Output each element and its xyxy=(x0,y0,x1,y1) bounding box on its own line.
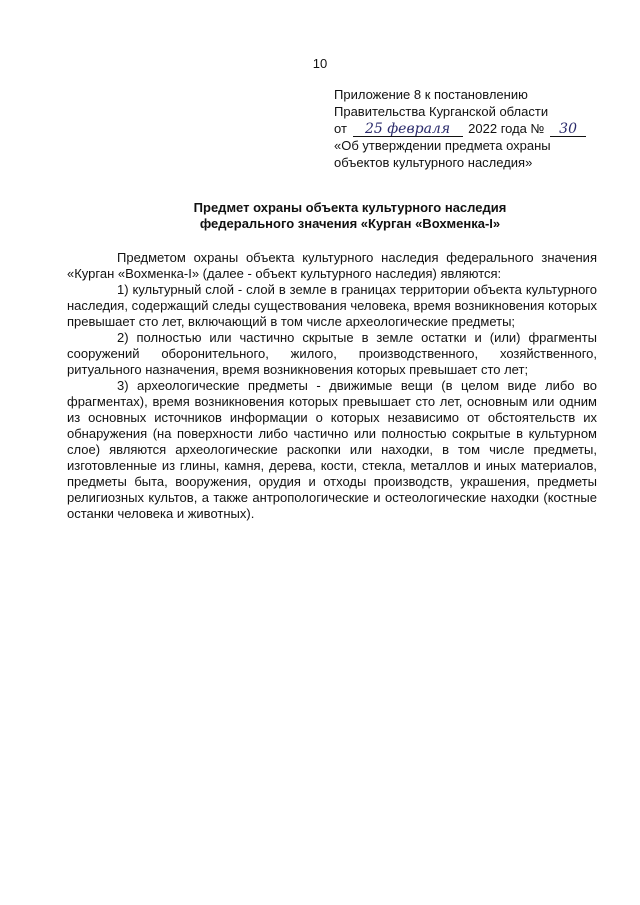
appendix-line-2: Правительства Курганской области xyxy=(334,104,549,119)
appendix-line-5: объектов культурного наследия» xyxy=(334,155,533,170)
page-number: 10 xyxy=(312,56,328,71)
heading-line-2: федерального значения «Курган «Вохменка-I» xyxy=(199,216,501,231)
date-prefix: от xyxy=(334,121,347,136)
item-3-paragraph: 3) археологические предметы - движимые вещи (в целом виде либо во фрагментах), время возникновения которых превышает сто лет, основным или одним из основных источников информации о которых независимо от обстоятельств их обнаружения (на поверхности либо частично или полностью сокрытые в культурном слое) являются археологические раскопки или находки, в том числе предметы, изготовленные из глины, камня, дерева, кости, стекла, металлов и иных материалов, предметы быта, вооружения, орудия и отходы производств, украшения, предметы религиозных культов, а также антропологические и остеологические находки (костные останки человека и животных). xyxy=(67,378,597,521)
appendix-line-1: Приложение 8 к постановлению xyxy=(334,87,528,102)
handwritten-number: 30 xyxy=(550,122,586,137)
appendix-date-line xyxy=(334,120,624,137)
document-body xyxy=(67,250,597,522)
document-heading xyxy=(60,200,640,232)
appendix-line-4: «Об утверждении предмета охраны xyxy=(334,138,551,153)
heading-line-1: Предмет охраны объекта культурного наследия xyxy=(193,200,507,215)
item-2-paragraph: 2) полностью или частично скрытые в земле остатки и (или) фрагменты сооружений оборонительного, жилого, производственного, хозяйственного, ритуального назначения, время возникновения которых превышает сто лет; xyxy=(67,330,597,377)
handwritten-date: 25 февраля xyxy=(353,122,463,137)
year-text: 2022 года № xyxy=(468,121,545,136)
item-1-paragraph: 1) культурный слой - слой в земле в границах территории объекта культурного наследия, содержащий следы существования человека, время возникновения которых превышает сто лет, включающий в том числе археологические предметы; xyxy=(67,282,597,329)
appendix-header xyxy=(334,86,624,171)
intro-paragraph: Предметом охраны объекта культурного наследия федерального значения «Курган «Вохменка-I» (далее - объект культурного наследия) являются: xyxy=(67,250,597,281)
